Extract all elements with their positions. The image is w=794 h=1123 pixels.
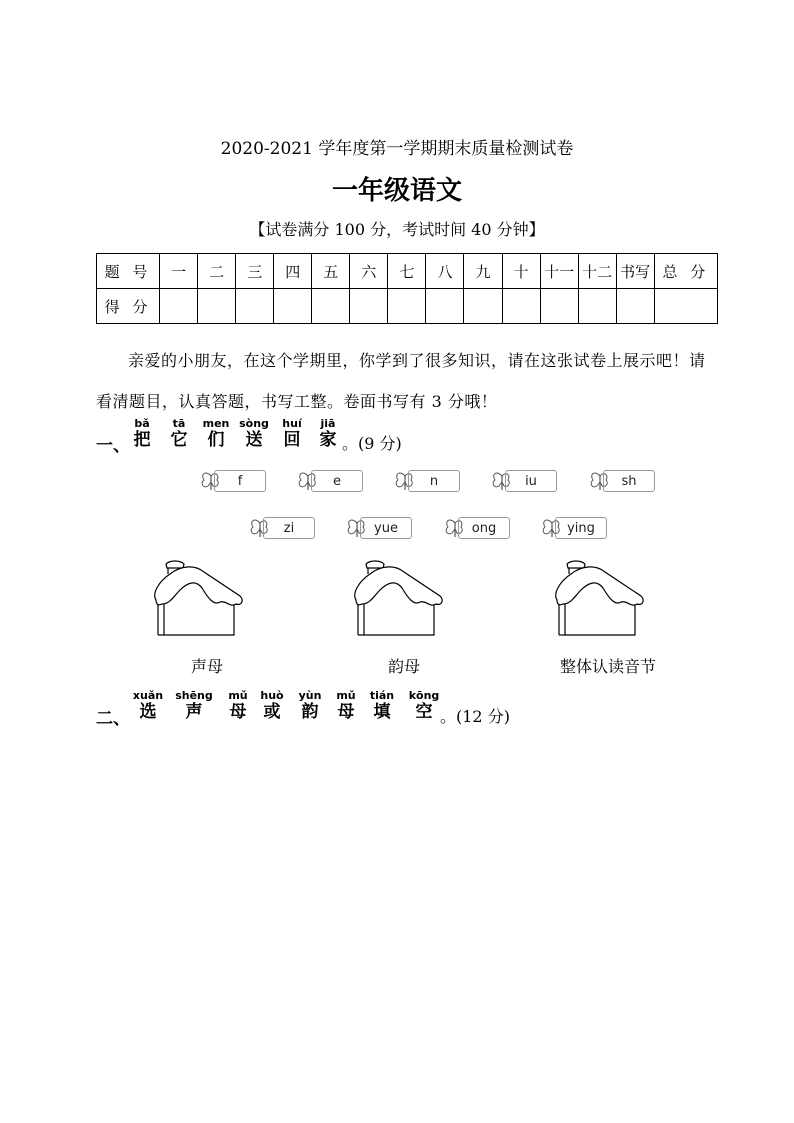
table-header-cell: 五 xyxy=(312,254,350,289)
hanzi: 填 xyxy=(373,702,391,722)
hanzi: 选 xyxy=(139,702,157,722)
table-header-cell: 三 xyxy=(236,254,274,289)
pinyin-card[interactable] xyxy=(200,470,266,492)
question-1-score: 。(9 分) xyxy=(342,434,402,453)
score-cell[interactable] xyxy=(502,289,540,324)
house-label: 韵母 xyxy=(387,657,420,676)
card-label: e xyxy=(311,470,363,492)
table-header-cell: 书写 xyxy=(616,254,654,289)
table-header-cell: 总 分 xyxy=(654,254,717,289)
card-label: f xyxy=(214,470,266,492)
house-icon xyxy=(551,560,647,640)
score-cell[interactable] xyxy=(616,289,654,324)
hanzi: 把 xyxy=(133,430,151,450)
card-label: n xyxy=(408,470,460,492)
hanzi: 母 xyxy=(229,702,247,722)
pinyin: kōng xyxy=(408,689,440,702)
score-row-label: 得 分 xyxy=(97,289,160,324)
score-cell[interactable] xyxy=(350,289,388,324)
hanzi: 回 xyxy=(283,430,301,450)
score-cell[interactable] xyxy=(426,289,464,324)
pinyin-card[interactable] xyxy=(249,517,315,539)
pinyin: huí xyxy=(282,417,302,430)
pinyin: tā xyxy=(172,417,186,430)
table-header-cell: 二 xyxy=(198,254,236,289)
pinyin-char xyxy=(126,690,170,722)
score-cell[interactable] xyxy=(388,289,426,324)
pinyin-card[interactable] xyxy=(444,517,510,539)
hanzi: 家 xyxy=(319,430,337,450)
pinyin: bǎ xyxy=(134,417,150,430)
house-icon xyxy=(150,560,246,640)
pinyin: mǔ xyxy=(336,689,356,702)
table-header-cell: 一 xyxy=(160,254,198,289)
score-cell[interactable] xyxy=(540,289,578,324)
pinyin: sòng xyxy=(239,417,269,430)
card-label: iu xyxy=(505,470,557,492)
card-label: ong xyxy=(458,517,510,539)
score-cell[interactable] xyxy=(654,289,717,324)
pinyin-char xyxy=(172,690,216,722)
pinyin: mǔ xyxy=(228,689,248,702)
score-cell[interactable] xyxy=(236,289,274,324)
house-icon xyxy=(350,560,446,640)
card-label: sh xyxy=(603,470,655,492)
score-cell[interactable] xyxy=(274,289,312,324)
pinyin: tián xyxy=(369,689,395,702)
table-header-cell: 七 xyxy=(388,254,426,289)
score-table-header-row xyxy=(97,254,718,289)
score-table-score-row xyxy=(97,289,718,324)
card-label: zi xyxy=(263,517,315,539)
score-cell[interactable] xyxy=(198,289,236,324)
house-label: 声母 xyxy=(190,657,223,676)
question-1-number: 一、 xyxy=(96,436,130,456)
exam-info: 【试卷满分 100 分，考试时间 40 分钟】 xyxy=(249,220,545,239)
pinyin: jiā xyxy=(320,417,336,430)
table-header-cell: 十一 xyxy=(540,254,578,289)
table-header-cell: 题 号 xyxy=(97,254,160,289)
score-cell[interactable] xyxy=(464,289,502,324)
intro-paragraph: 亲爱的小朋友，在这个学期里，你学到了很多知识，请在这张试卷上展示吧！请看清题目，认真答题，书写工整。卷面书写有 3 分哦！ xyxy=(96,351,706,411)
hanzi: 空 xyxy=(415,702,433,722)
hanzi: 们 xyxy=(207,430,225,450)
table-header-cell: 六 xyxy=(350,254,388,289)
house-label: 整体认读音节 xyxy=(559,657,656,676)
question-2-score: 。(12 分) xyxy=(440,707,510,726)
pinyin-card[interactable] xyxy=(346,517,412,539)
card-label: yue xyxy=(360,517,412,539)
hanzi: 送 xyxy=(245,430,263,450)
score-cell[interactable] xyxy=(312,289,350,324)
table-header-cell: 八 xyxy=(426,254,464,289)
pinyin-card[interactable] xyxy=(541,517,607,539)
hanzi: 它 xyxy=(170,430,188,450)
pinyin-card[interactable] xyxy=(394,470,460,492)
score-cell[interactable] xyxy=(578,289,616,324)
score-cell[interactable] xyxy=(160,289,198,324)
hanzi: 或 xyxy=(263,702,281,722)
pinyin: huò xyxy=(260,689,284,702)
pinyin-card[interactable] xyxy=(491,470,557,492)
table-header-cell: 十 xyxy=(502,254,540,289)
hanzi: 韵 xyxy=(301,702,319,722)
pinyin-card[interactable] xyxy=(589,470,655,492)
pinyin-card[interactable] xyxy=(297,470,363,492)
table-header-cell: 四 xyxy=(274,254,312,289)
table-header-cell: 十二 xyxy=(578,254,616,289)
subject-title: 一年级语文 xyxy=(331,176,462,206)
pinyin: shēng xyxy=(175,689,213,702)
hanzi: 声 xyxy=(185,702,203,722)
table-header-cell: 九 xyxy=(464,254,502,289)
hanzi: 母 xyxy=(337,702,355,722)
pinyin: yùn xyxy=(298,689,322,702)
exam-header: 2020-2021 学年度第一学期期末质量检测试卷 xyxy=(220,139,574,159)
pinyin: xuǎn xyxy=(132,689,164,702)
pinyin: men xyxy=(202,417,230,430)
question-2-number: 二、 xyxy=(96,709,130,729)
pinyin-char xyxy=(360,690,404,722)
card-label: ying xyxy=(555,517,607,539)
score-table xyxy=(96,253,718,324)
